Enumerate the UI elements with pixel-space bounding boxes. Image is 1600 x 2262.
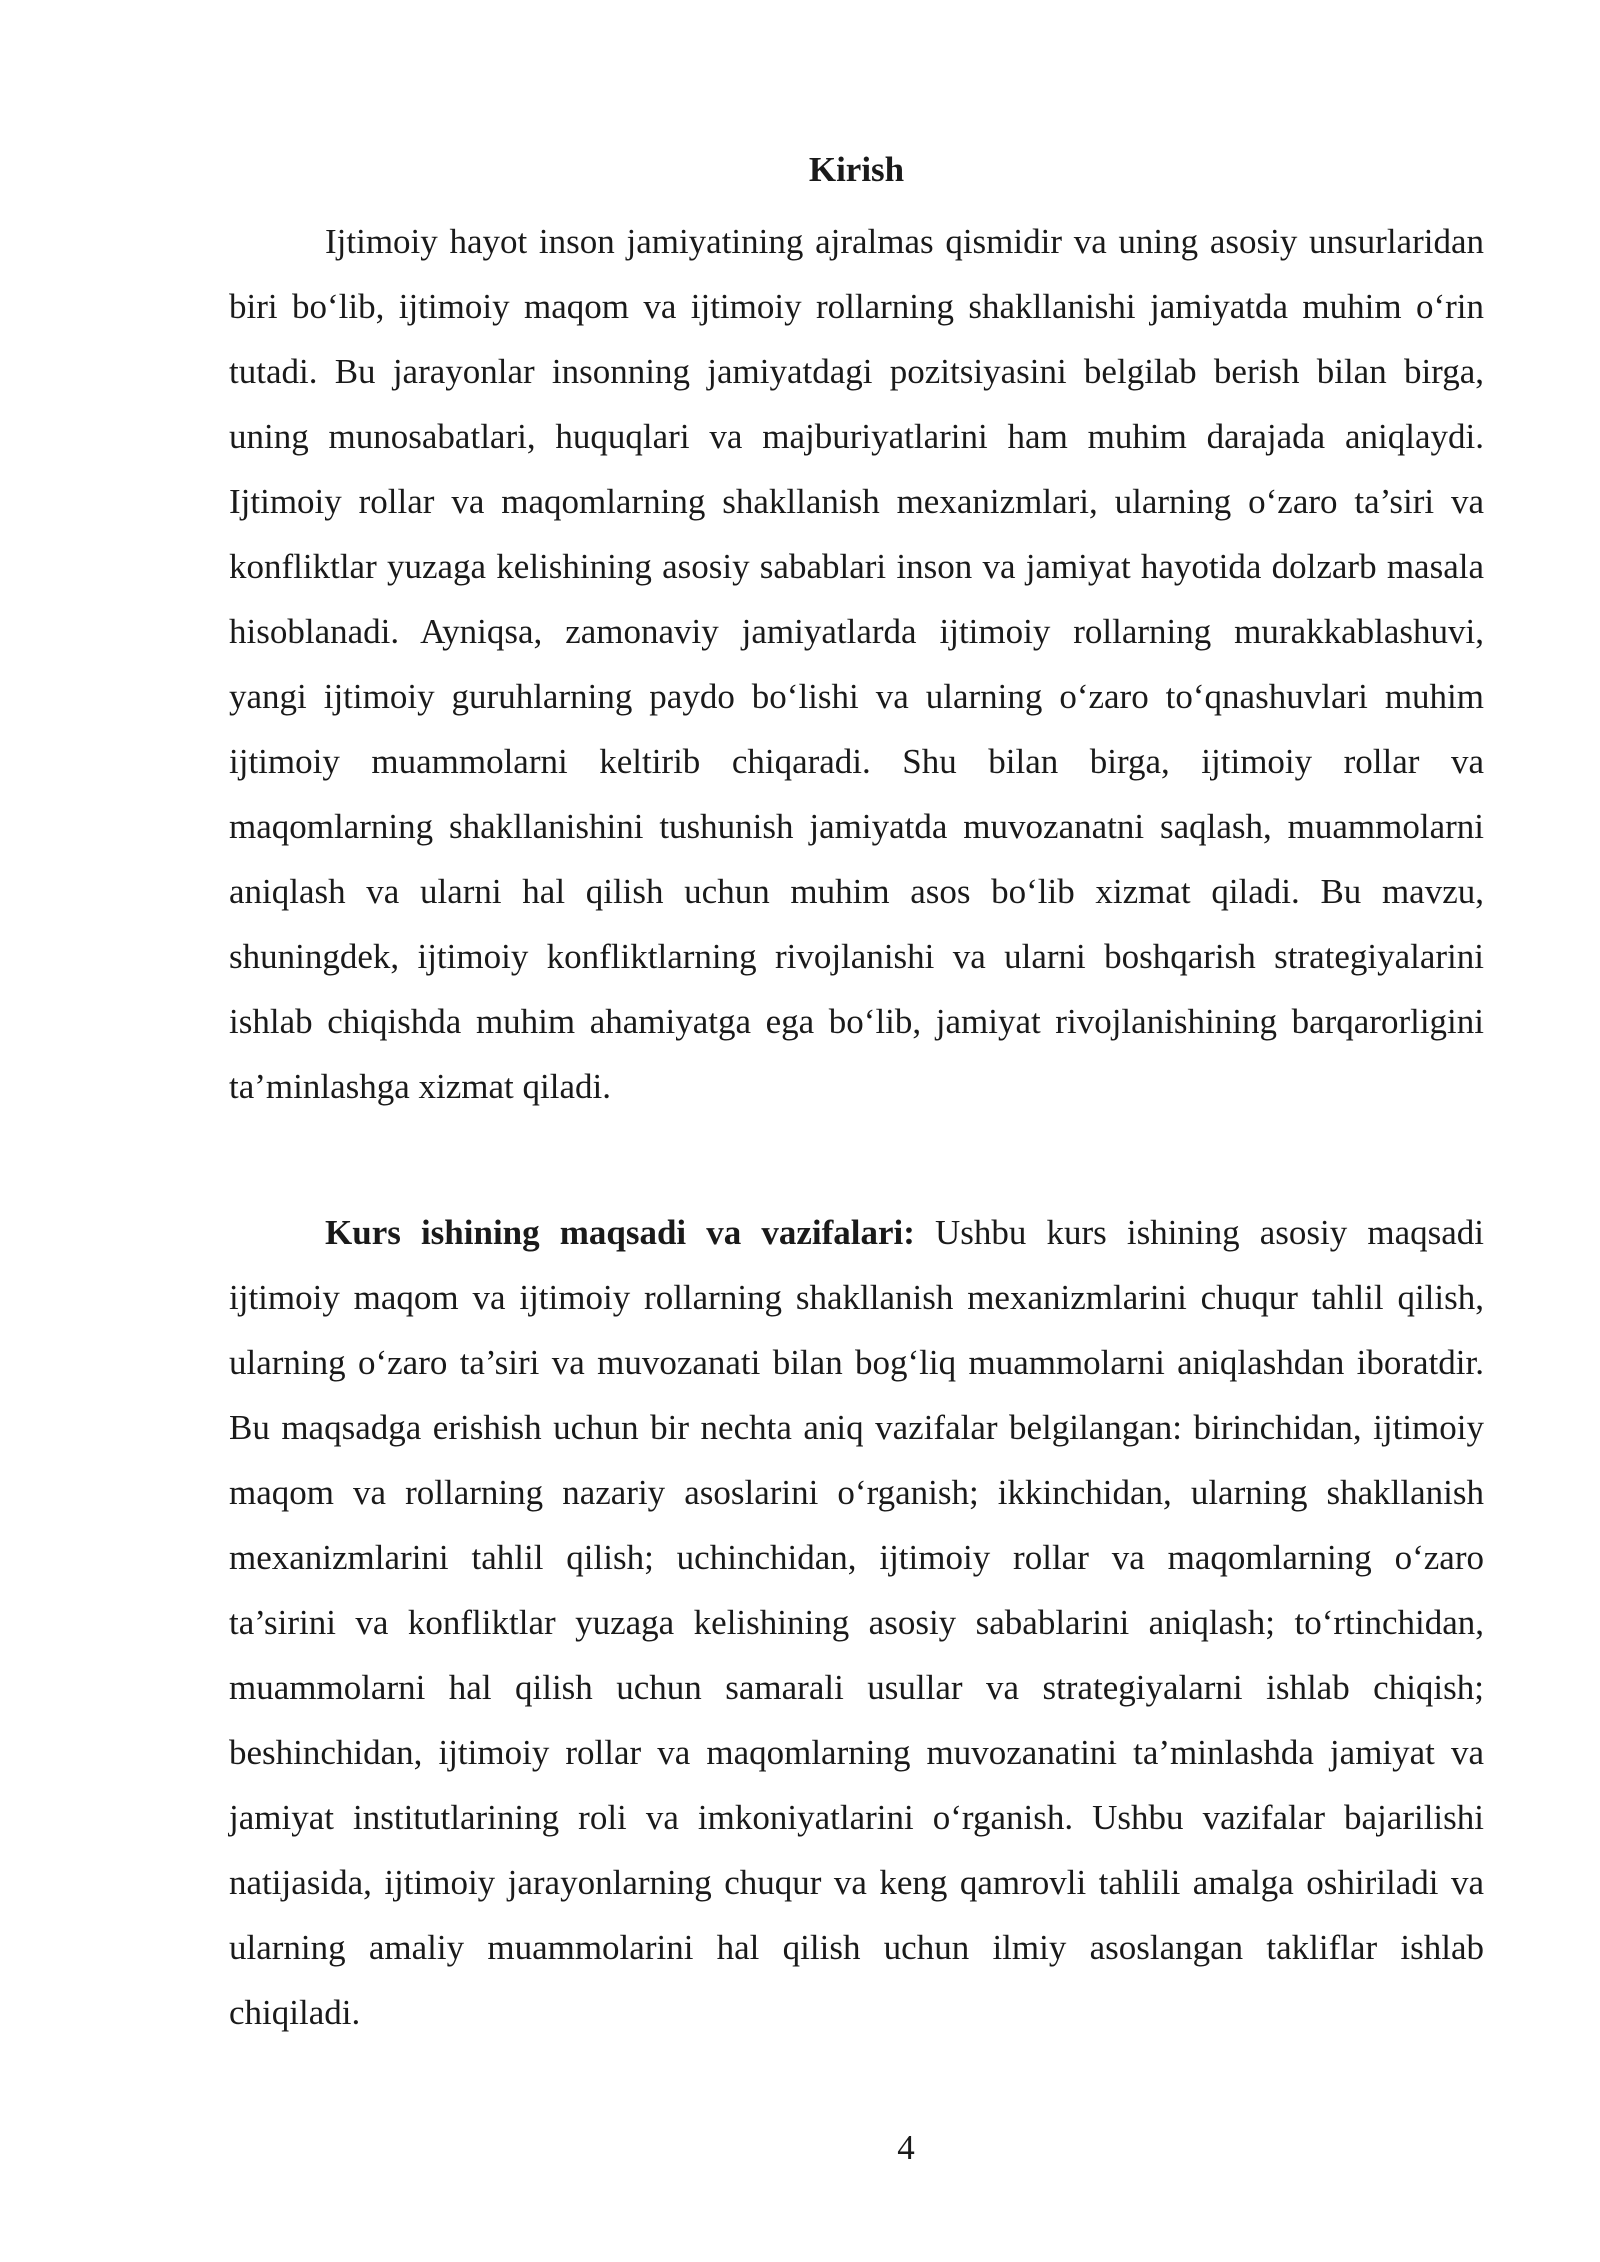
paragraph-goals [229,1200,1484,2045]
paragraph-text: Ijtimoiy hayot inson jamiyatining ajralmas qismidir va uning asosiy unsurlaridan biri bo‘lib, ijtimoiy maqom va ijtimoiy rollarning shakllanishi jamiyatda muhim o‘rin tutadi. Bu jarayonlar insonning jamiyatdagi pozitsiyasini belgilab berish bilan birga, uning munosabatlari, huquqlari va majburiyatlarini ham muhim darajada aniqlaydi. Ijtimoiy rollar va maqomlarning shakllanish mexanizmlari, ularning o‘zaro ta’siri va konfliktlar yuzaga kelishining asosiy sabablari inson va jamiyat hayotida dolzarb masala hisoblanadi. Ayniqsa, zamonaviy jamiyatlarda ijtimoiy rollarning murakkablashuvi, yangi ijtimoiy guruhlarning paydo bo‘lishi va ularning o‘zaro to‘qnashuvlari muhim ijtimoiy muammolarni keltirib chiqaradi. Shu bilan birga, ijtimoiy rollar va maqomlarning shakllanishini tushunish jamiyatda muvozanatni saqlash, muammolarni aniqlash va ularni hal qilish uchun muhim asos bo‘lib xizmat qiladi. Bu mavzu, shuningdek, ijtimoiy konfliktlarning rivojlanishi va ularni boshqarish strategiyalarini ishlab chiqishda muhim ahamiyatga ega bo‘lib, jamiyat rivojlanishining barqarorligini ta’minlashga xizmat qiladi. [229,222,1484,1106]
paragraph-lead: Kurs ishining maqsadi va vazifalari: [325,1213,915,1252]
paragraph-text: Ushbu kurs ishining asosiy maqsadi ijtimoiy maqom va ijtimoiy rollarning shakllanish mexanizmlarini chuqur tahlil qilish, ularning o‘zaro ta’siri va muvozanati bilan bog‘liq muammolarni aniqlashdan iboratdir. Bu maqsadga erishish uchun bir nechta aniq vazifalar belgilangan: birinchidan, ijtimoiy maqom va rollarning nazariy asoslarini o‘rganish; ikkinchidan, ularning shakllanish mexanizmlarini tahlil qilish; uchinchidan, ijtimoiy rollar va maqomlarning o‘zaro ta’sirini va konfliktlar yuzaga kelishining asosiy sabablarini aniqlash; to‘rtinchidan, muammolarni hal qilish uchun samarali usullar va strategiyalarni ishlab chiqish; beshinchidan, ijtimoiy rollar va maqomlarning muvozanatini ta’minlashda jamiyat va jamiyat institutlarining roli va imkoniyatlarini o‘rganish. Ushbu vazifalar bajarilishi natijasida, ijtimoiy jarayonlarning chuqur va keng qamrovli tahlili amalga oshiriladi va ularning amaliy muammolarini hal qilish uchun ilmiy asoslangan takliflar ishlab chiqiladi. [229,1213,1484,2032]
page-number: 4 [897,2128,915,2167]
page-title: Kirish [808,150,905,189]
paragraph-introduction [229,209,1484,1119]
